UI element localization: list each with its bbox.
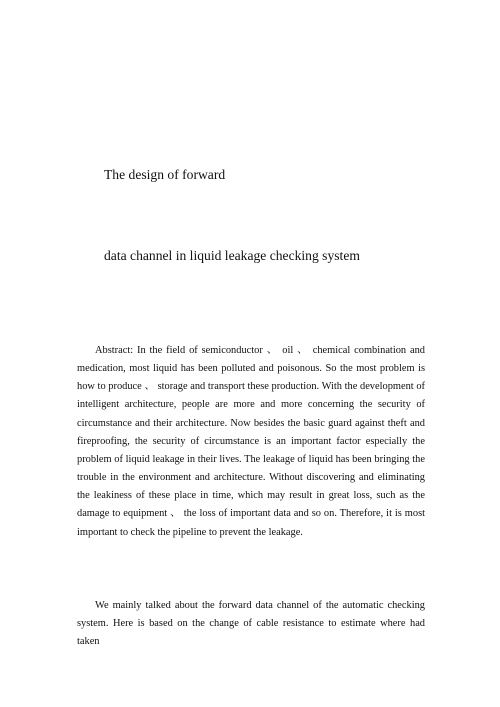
- body-paragraph: We mainly talked about the forward data channel of the automatic checking system. Here is based on the change of cable resistance to estimate where had taken: [77, 600, 425, 648]
- title-line-2: data channel in liquid leakage checking system: [104, 248, 360, 263]
- title-line-1: The design of forward: [104, 167, 226, 182]
- abstract-paragraph: Abstract: In the field of semiconductor 、 oil 、 chemical combination and medication, most liquid has been polluted and poisonous. So the most problem is how to produce 、 storage and transport these production. With the development of intelligent architecture, people are more and more concerning the security of circumstance and their architecture. Now besides the basic guard against theft and fireproofing, the security of circumstance is an important factor especially the problem of liquid leakage in their lives. The leakage of liquid has been bringing the trouble in the environment and architecture. Without discovering and eliminating the leakiness of these place in time, which may result in great loss, such as the damage to equipment 、 the loss of important data and so on. Therefore, it is most important to check the pipeline to prevent the leakage.: [77, 345, 425, 538]
